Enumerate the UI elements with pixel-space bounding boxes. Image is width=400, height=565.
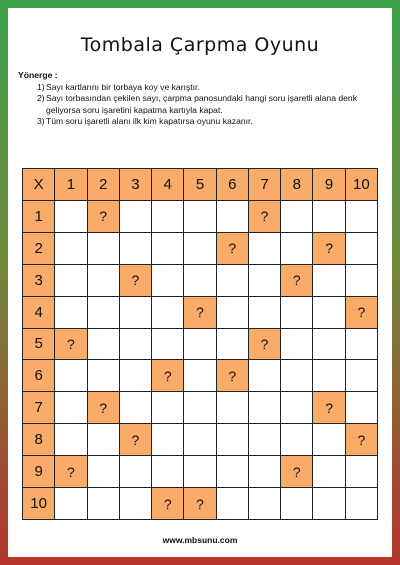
empty-cell — [152, 456, 184, 488]
column-header: 1 — [55, 169, 87, 201]
row-header: 9 — [23, 456, 55, 488]
multiplication-board — [22, 168, 378, 520]
instruction-item — [37, 93, 390, 116]
empty-cell — [313, 201, 345, 233]
row-header: 4 — [23, 297, 55, 329]
empty-cell — [346, 201, 378, 233]
empty-cell — [88, 456, 120, 488]
marked-cell: ? — [249, 201, 281, 233]
instruction-item — [37, 116, 390, 128]
empty-cell — [313, 265, 345, 297]
empty-cell — [217, 265, 249, 297]
empty-cell — [120, 201, 152, 233]
empty-cell — [346, 265, 378, 297]
empty-cell — [313, 360, 345, 392]
empty-cell — [281, 201, 313, 233]
empty-cell — [88, 233, 120, 265]
row-header: 3 — [23, 265, 55, 297]
empty-cell — [55, 233, 87, 265]
marked-cell: ? — [55, 456, 87, 488]
empty-cell — [88, 424, 120, 456]
empty-cell — [88, 265, 120, 297]
row-header: 6 — [23, 360, 55, 392]
column-header: 8 — [281, 169, 313, 201]
empty-cell — [313, 456, 345, 488]
page-title: Tombala Çarpma Oyunu — [80, 34, 320, 56]
column-header: 10 — [346, 169, 378, 201]
instruction-number: 2) — [37, 93, 45, 103]
empty-cell — [217, 201, 249, 233]
row-header: 8 — [23, 424, 55, 456]
empty-cell — [88, 360, 120, 392]
empty-cell — [249, 297, 281, 329]
marked-cell: ? — [346, 297, 378, 329]
empty-cell — [120, 392, 152, 424]
empty-cell — [281, 360, 313, 392]
instructions-list — [18, 82, 390, 128]
empty-cell — [184, 456, 216, 488]
empty-cell — [152, 233, 184, 265]
empty-cell — [217, 456, 249, 488]
instruction-number: 1) — [37, 81, 45, 92]
empty-cell — [217, 329, 249, 361]
empty-cell — [88, 297, 120, 329]
marked-cell: ? — [88, 201, 120, 233]
empty-cell — [120, 233, 152, 265]
empty-cell — [55, 201, 87, 233]
empty-cell — [346, 456, 378, 488]
empty-cell — [217, 488, 249, 520]
marked-cell: ? — [217, 233, 249, 265]
marked-cell: ? — [152, 360, 184, 392]
empty-cell — [217, 392, 249, 424]
instructions-heading: Yönerge : — [18, 70, 58, 80]
empty-cell — [120, 297, 152, 329]
empty-cell — [249, 265, 281, 297]
empty-cell — [120, 360, 152, 392]
row-header: 10 — [23, 488, 55, 520]
marked-cell: ? — [184, 488, 216, 520]
empty-cell — [281, 233, 313, 265]
empty-cell — [217, 297, 249, 329]
empty-cell — [249, 424, 281, 456]
empty-cell — [88, 329, 120, 361]
marked-cell: ? — [281, 456, 313, 488]
marked-cell: ? — [88, 392, 120, 424]
empty-cell — [152, 392, 184, 424]
empty-cell — [184, 360, 216, 392]
empty-cell — [55, 392, 87, 424]
empty-cell — [249, 360, 281, 392]
column-header: 3 — [120, 169, 152, 201]
empty-cell — [152, 329, 184, 361]
footer-website: www.mbsunu.com — [162, 535, 238, 545]
marked-cell: ? — [152, 488, 184, 520]
empty-cell — [281, 329, 313, 361]
empty-cell — [313, 297, 345, 329]
empty-cell — [55, 488, 87, 520]
column-header: 9 — [313, 169, 345, 201]
empty-cell — [313, 488, 345, 520]
empty-cell — [184, 392, 216, 424]
column-header: 5 — [184, 169, 216, 201]
marked-cell: ? — [313, 233, 345, 265]
row-header: 5 — [23, 329, 55, 361]
marked-cell: ? — [281, 265, 313, 297]
column-header: 7 — [249, 169, 281, 201]
marked-cell: ? — [249, 329, 281, 361]
corner-cell: X — [23, 169, 55, 201]
column-header: 6 — [217, 169, 249, 201]
empty-cell — [88, 488, 120, 520]
marked-cell: ? — [120, 424, 152, 456]
empty-cell — [184, 329, 216, 361]
empty-cell — [184, 201, 216, 233]
column-header: 2 — [88, 169, 120, 201]
empty-cell — [281, 424, 313, 456]
empty-cell — [281, 392, 313, 424]
empty-cell — [184, 233, 216, 265]
marked-cell: ? — [217, 360, 249, 392]
row-header: 7 — [23, 392, 55, 424]
empty-cell — [249, 233, 281, 265]
marked-cell: ? — [313, 392, 345, 424]
empty-cell — [120, 488, 152, 520]
instruction-text: Tüm soru işaretli alanı ilk kim kapatırsa oyunu kazanır. — [46, 116, 253, 126]
empty-cell — [346, 360, 378, 392]
empty-cell — [217, 424, 249, 456]
instruction-text: Sayı kartlarını bir torbaya koy ve karıştır. — [46, 81, 200, 92]
empty-cell — [120, 456, 152, 488]
marked-cell: ? — [184, 297, 216, 329]
marked-cell: ? — [120, 265, 152, 297]
row-header: 1 — [23, 201, 55, 233]
empty-cell — [55, 360, 87, 392]
empty-cell — [346, 233, 378, 265]
column-header: 4 — [152, 169, 184, 201]
empty-cell — [281, 488, 313, 520]
empty-cell — [120, 329, 152, 361]
instruction-number: 3) — [37, 116, 45, 126]
empty-cell — [313, 329, 345, 361]
instructions — [18, 70, 390, 128]
marked-cell: ? — [55, 329, 87, 361]
empty-cell — [346, 488, 378, 520]
empty-cell — [249, 488, 281, 520]
empty-cell — [249, 392, 281, 424]
empty-cell — [152, 201, 184, 233]
empty-cell — [249, 456, 281, 488]
empty-cell — [184, 424, 216, 456]
marked-cell: ? — [346, 424, 378, 456]
row-header: 2 — [23, 233, 55, 265]
empty-cell — [346, 329, 378, 361]
empty-cell — [152, 297, 184, 329]
instruction-text: Sayı torbasından çekilen sayı, çarpma panosundaki hangi soru işaretli alana denk geliyorsa soru işaretini kapatma kartıyla kapat. — [46, 93, 357, 115]
empty-cell — [313, 424, 345, 456]
empty-cell — [152, 265, 184, 297]
empty-cell — [55, 424, 87, 456]
empty-cell — [346, 392, 378, 424]
empty-cell — [152, 424, 184, 456]
empty-cell — [281, 297, 313, 329]
instruction-item — [37, 81, 390, 94]
empty-cell — [55, 265, 87, 297]
empty-cell — [55, 297, 87, 329]
empty-cell — [184, 265, 216, 297]
